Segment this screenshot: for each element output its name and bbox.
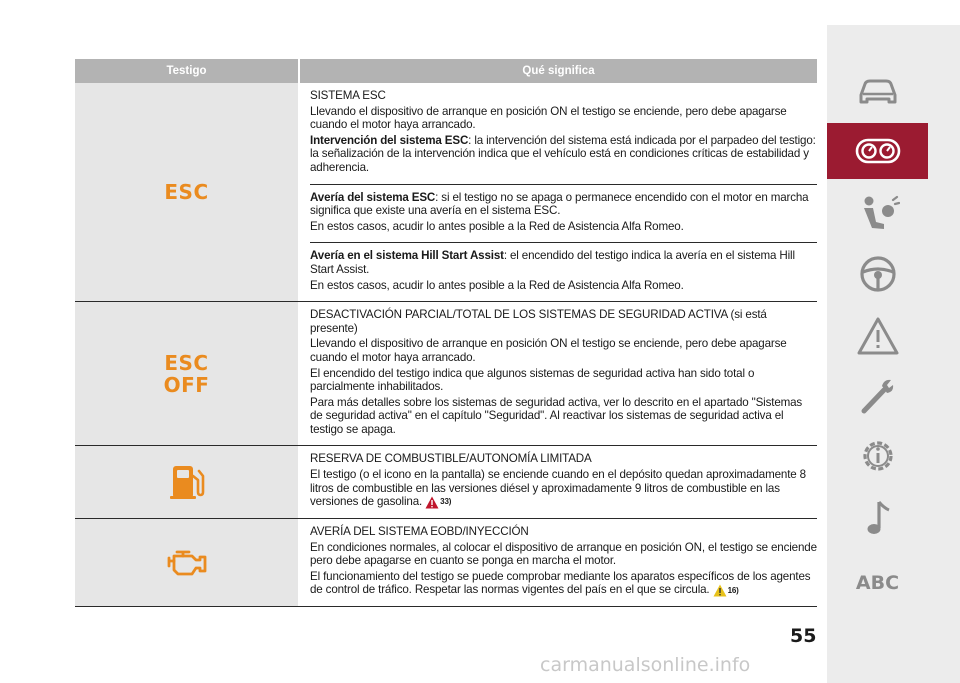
warning-lights-table: [75, 59, 817, 607]
description-cell: [298, 302, 817, 445]
icon-cell: [75, 302, 298, 445]
icon-cell: [75, 83, 298, 301]
paragraph-text: : la intervención del sistema está indicada por el parpadeo del testigo: la señalización de la intervención indica que el vehículo está en condiciones críticas de estabilidad y adherencia.: [310, 133, 816, 174]
bold-term: Avería del sistema ESC: [310, 190, 436, 204]
paragraph: En estos casos, acudir lo antes posible a la Red de Asistencia Alfa Romeo.: [310, 219, 684, 233]
segment-eobd: [310, 519, 817, 606]
paragraph: [310, 191, 817, 218]
reference-number: 16): [727, 585, 739, 595]
steering-wheel-icon: [858, 254, 898, 294]
sidebar-item-multimedia[interactable]: [827, 493, 928, 543]
reference-number: 33): [440, 497, 452, 507]
table-row-engine: [75, 519, 817, 607]
warning-reference[interactable]: [425, 495, 451, 509]
segment-esc-system: [310, 83, 817, 185]
watermark: carmanualsonline.info: [540, 654, 751, 676]
icon-cell: [75, 446, 298, 518]
sidebar-item-car[interactable]: [827, 67, 928, 117]
gear-info-icon: [857, 435, 899, 477]
paragraph: Llevando el dispositivo de arranque en posición ON el testigo se enciende, pero debe apagarse cuando el motor haya arrancado.: [310, 104, 787, 132]
music-note-icon: [862, 498, 894, 538]
segment-title: DESACTIVACIÓN PARCIAL/TOTAL DE LOS SISTEMAS DE SEGURIDAD ACTIVA (si está presente): [310, 308, 767, 335]
table-row-fuel: [75, 446, 817, 519]
chapter-sidebar: [827, 25, 960, 683]
page-number: 55: [790, 625, 817, 647]
table-row-esc-off: [75, 302, 817, 446]
danger-triangle-icon: [425, 496, 439, 509]
fuel-pump-icon: [167, 462, 207, 502]
car-icon: [856, 77, 900, 107]
description-cell: [298, 519, 817, 606]
wrench-icon: [856, 376, 900, 416]
sidebar-item-emergency[interactable]: [827, 311, 928, 361]
description-cell: [298, 83, 817, 301]
segment-fuel-reserve: [310, 446, 817, 518]
description-cell: [298, 446, 817, 518]
paragraph: El encendido del testigo indica que algunos sistemas de seguridad activa han sido total o parcialmente inhabilitados.: [310, 366, 755, 394]
bold-term: Intervención del sistema ESC: [310, 133, 469, 147]
caution-triangle-icon: [713, 584, 727, 597]
header-que-significa: Qué significa: [298, 59, 817, 83]
paragraph: [310, 468, 817, 509]
segment-title: RESERVA DE COMBUSTIBLE/AUTONOMÍA LIMITADA: [310, 452, 592, 466]
paragraph: En estos casos, acudir lo antes posible a la Red de Asistencia Alfa Romeo.: [310, 278, 684, 292]
esc-off-label-line1: ESC: [164, 350, 209, 375]
table-row-esc: [75, 83, 817, 302]
paragraph: Llevando el dispositivo de arranque en posición ON el testigo se enciende, pero debe apagarse cuando el motor haya arrancado.: [310, 337, 787, 364]
paragraph-text: El testigo (o el icono en la pantalla) se enciende cuando en el depósito quedan aproximadamente 8 litros de combustible en las versiones diésel y aproximadamente 9 litros de combustible en las versiones de gasolina.: [310, 468, 806, 509]
airbag-icon: [856, 194, 900, 234]
warning-triangle-icon: [856, 316, 900, 356]
paragraph: [310, 249, 817, 276]
paragraph-text: : el encendido del testigo indica la avería en el sistema Hill Start Assist.: [310, 249, 795, 276]
paragraph-text: : si el testigo no se apaga o permanece encendido con el motor en marcha significa que existe una avería en el sistema ESC.: [310, 190, 809, 218]
segment-active-safety: [310, 302, 817, 445]
sidebar-item-steering[interactable]: [827, 249, 928, 299]
sidebar-item-technical-data[interactable]: [827, 431, 928, 481]
segment-title: AVERÍA DEL SISTEMA EOBD/INYECCIÓN: [310, 524, 529, 538]
table-header: [75, 59, 817, 83]
sidebar-item-maintenance[interactable]: [827, 371, 928, 421]
paragraph-text: El funcionamiento del testigo se puede comprobar mediante los aparatos específicos de los agentes de control de tráfico. Respetar las normas vigentes del país en el que se circula.: [310, 569, 811, 597]
header-testigo: Testigo: [166, 65, 207, 77]
sidebar-item-index[interactable]: [827, 565, 928, 601]
esc-warning-icon: ESC: [164, 180, 209, 205]
sidebar-item-dashboard[interactable]: [827, 123, 928, 179]
paragraph: En condiciones normales, al colocar el dispositivo de arranque en posición ON, el testigo se enciende pero debe apagarse en cuanto se ponga en marcha el motor.: [310, 540, 817, 568]
sidebar-item-safety[interactable]: [827, 189, 928, 239]
paragraph: [310, 134, 817, 175]
warning-reference[interactable]: [713, 584, 739, 598]
segment-title: SISTEMA ESC: [310, 89, 386, 102]
paragraph: [310, 570, 817, 597]
segment-hill-start-failure: [310, 243, 817, 301]
abc-icon: ABC: [855, 572, 900, 594]
esc-off-label-line2: OFF: [163, 372, 210, 397]
icon-cell: [75, 519, 298, 606]
esc-off-warning-icon: [164, 352, 210, 396]
paragraph: Para más detalles sobre los sistemas de seguridad activa, ver lo descrito en el apartado "Sistemas de seguridad activa" en el capítulo "Seguridad". Al reactivar los sistemas de seguridad activa el testigo se apaga.: [310, 395, 803, 436]
dashboard-icon: [855, 137, 901, 165]
segment-esc-failure: [310, 185, 817, 244]
engine-check-icon: [166, 546, 208, 580]
bold-term: Avería en el sistema Hill Start Assist: [310, 249, 504, 263]
